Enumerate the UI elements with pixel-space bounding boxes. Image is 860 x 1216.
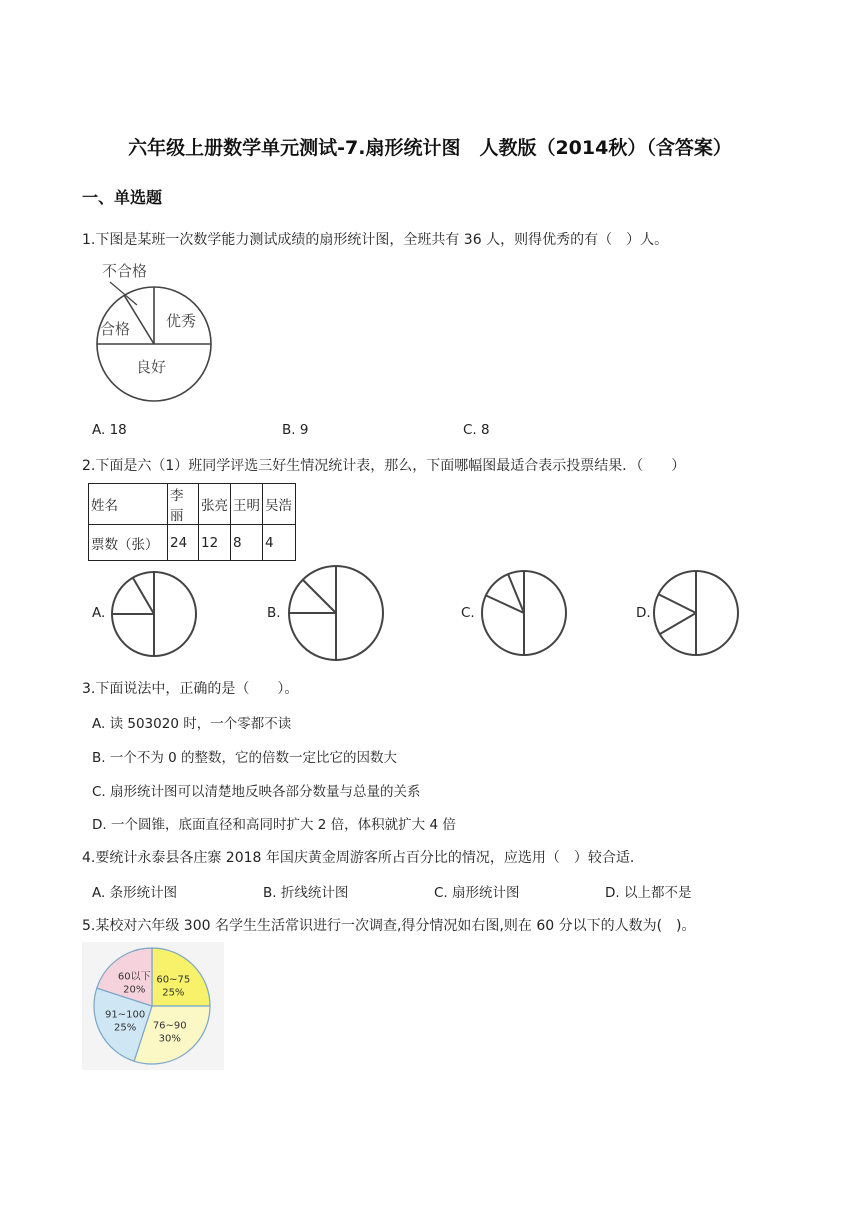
table-cell: 张亮 — [199, 484, 231, 525]
q3-option-a[interactable]: A. 读 503020 时，一个零都不读 — [92, 716, 292, 732]
question-1-text: 1.下图是某班一次数学能力测试成绩的扇形统计图，全班共有 36 人，则得优秀的有（ ）人。 — [82, 232, 669, 248]
q4-option-a[interactable]: A. 条形统计图 — [92, 885, 178, 901]
pie-slice-label: 60以下 — [117, 971, 151, 983]
table-cell: 24 — [168, 525, 199, 561]
q1-pie-chart — [88, 256, 218, 406]
q1-label-pass: 合格 — [100, 320, 131, 338]
page-title: 六年级上册数学单元测试-7.扇形统计图 人教版（2014秋）（含答案） — [128, 137, 732, 159]
q2-option-c-pie[interactable] — [476, 567, 572, 661]
table-cell: 吴浩 — [263, 484, 296, 525]
q1-label-fail: 不合格 — [102, 262, 148, 280]
q3-option-b[interactable]: B. 一个不为 0 的整数，它的倍数一定比它的因数大 — [92, 750, 398, 766]
table-cell: 4 — [263, 525, 296, 561]
pie-slice-percent: 25% — [114, 1022, 137, 1034]
table-cell: 姓名 — [89, 484, 168, 525]
question-3-text: 3.下面说法中，正确的是（ ）。 — [82, 681, 299, 697]
q4-option-c[interactable]: C. 扇形统计图 — [434, 885, 520, 901]
q1-label-good: 良好 — [136, 358, 167, 376]
table-row — [89, 484, 296, 525]
q2-option-b-pie[interactable] — [282, 561, 392, 665]
table-cell: 王明 — [231, 484, 263, 525]
pie-slice-label: 60~75 — [156, 974, 191, 986]
q1-option-c[interactable]: C. 8 — [463, 422, 490, 438]
q5-pie-chart — [82, 942, 224, 1070]
question-2-text: 2.下面是六（1）班同学评选三好生情况统计表，那么，下面哪幅图最适合表示投票结果．（ ） — [82, 458, 686, 474]
table-cell: 票数（张） — [89, 525, 168, 561]
table-cell: 李丽 — [168, 484, 199, 525]
q1-label-excellent: 优秀 — [166, 312, 197, 330]
votes-table — [88, 483, 296, 561]
q2-option-d-pie[interactable] — [648, 567, 744, 661]
question-4-text: 4.要统计永泰县各庄寨 2018 年国庆黄金周游客所占百分比的情况，应选用（ ）较合适. — [82, 850, 635, 866]
question-5-text: 5.某校对六年级 300 名学生生活常识进行一次调查,得分情况如右图,则在 60 分以下的人数为( )。 — [82, 918, 696, 934]
q2-option-a-label[interactable]: A. — [92, 605, 106, 621]
q2-option-d-label[interactable]: D. — [636, 605, 651, 621]
q3-option-c[interactable]: C. 扇形统计图可以清楚地反映各部分数量与总量的关系 — [92, 784, 421, 800]
q1-option-b[interactable]: B. 9 — [282, 422, 309, 438]
table-row — [89, 525, 296, 561]
q4-option-b[interactable]: B. 折线统计图 — [263, 885, 349, 901]
pie-slice-percent: 30% — [158, 1033, 181, 1045]
q3-option-d[interactable]: D. 一个圆锥，底面直径和高同时扩大 2 倍，体积就扩大 4 倍 — [92, 817, 456, 833]
q4-option-d[interactable]: D. 以上都不是 — [605, 885, 692, 901]
section-heading: 一、单选题 — [82, 188, 163, 207]
pie-slice-label: 91~100 — [105, 1009, 146, 1021]
pie-slice-percent: 25% — [162, 987, 185, 999]
q1-option-a[interactable]: A. 18 — [92, 422, 127, 438]
table-cell: 8 — [231, 525, 263, 561]
q2-option-b-label[interactable]: B. — [267, 605, 281, 621]
table-cell: 12 — [199, 525, 231, 561]
pie-slice-label: 76~90 — [152, 1020, 187, 1032]
q2-option-c-label[interactable]: C. — [461, 605, 475, 621]
q2-option-a-pie[interactable] — [106, 568, 202, 662]
pie-slice-percent: 20% — [123, 984, 146, 996]
